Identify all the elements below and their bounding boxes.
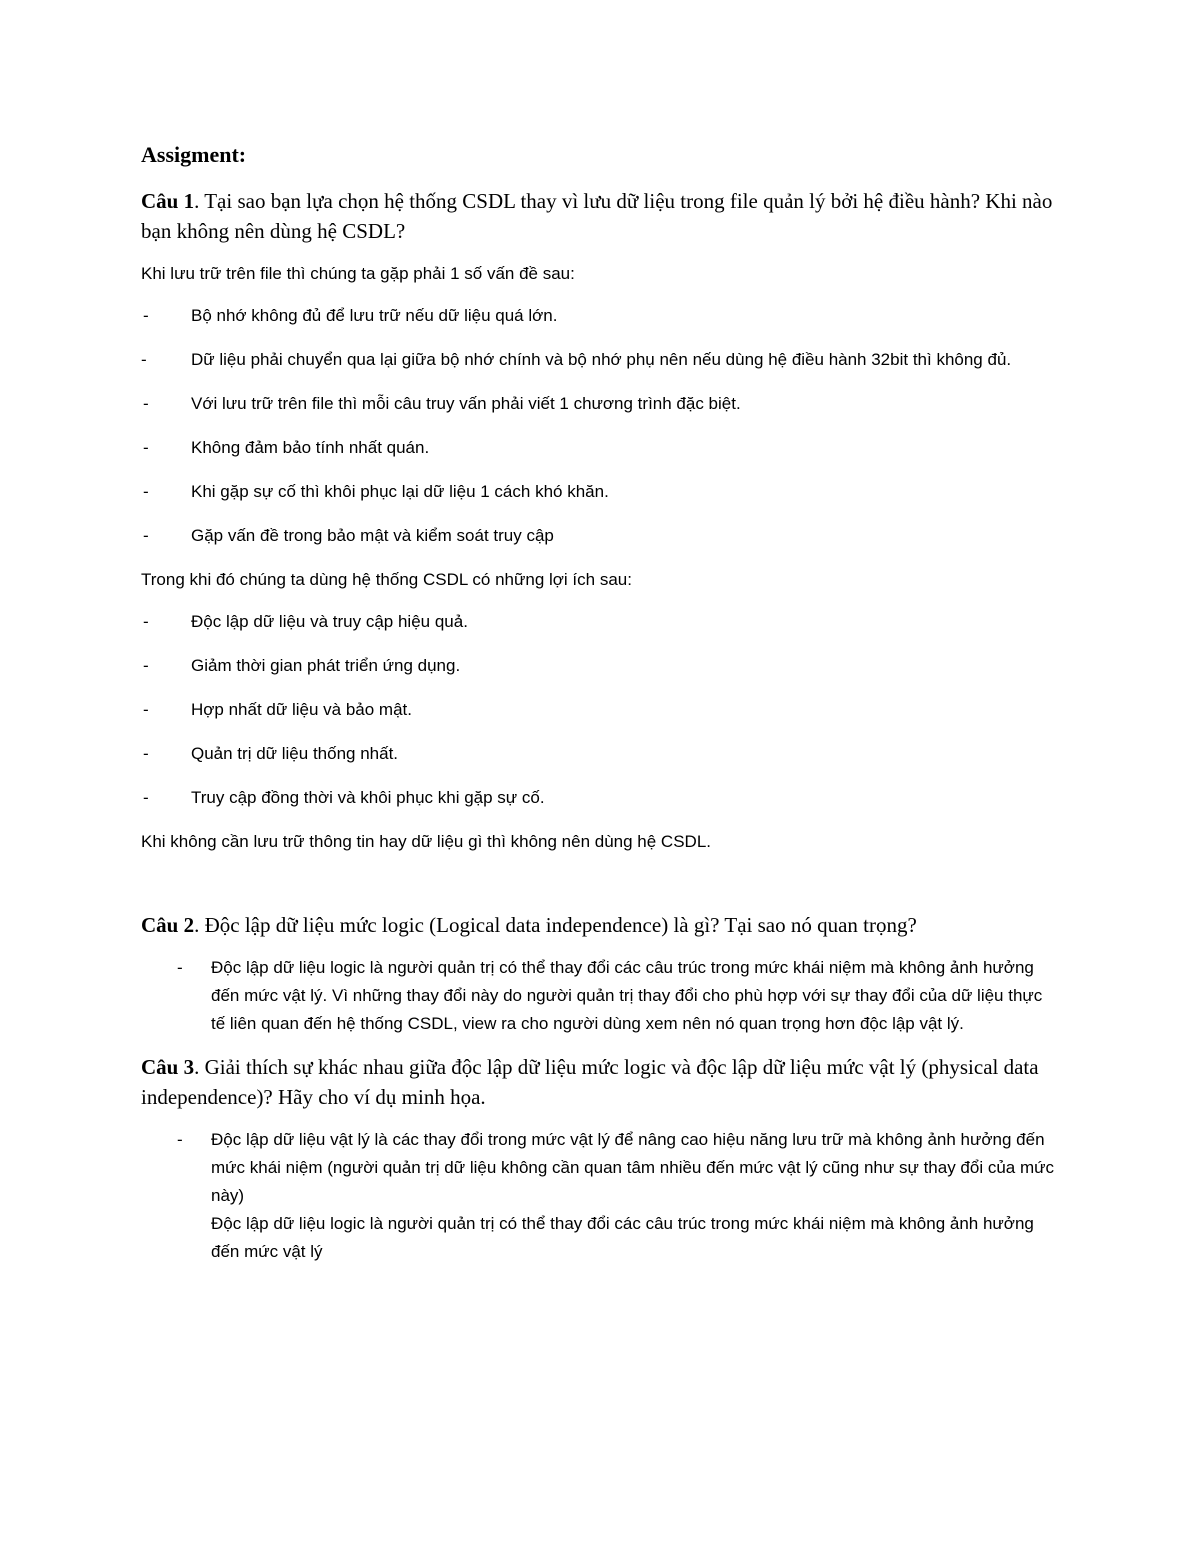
list-item: - Truy cập đồng thời và khôi phục khi gặp sự cố.	[141, 784, 1061, 812]
q1-benefit-list	[141, 608, 1061, 812]
dash-bullet: -	[177, 1130, 183, 1149]
dash-bullet: -	[143, 306, 149, 325]
document-title: Assigment:	[141, 142, 247, 167]
dash-bullet: -	[143, 788, 149, 807]
dash-bullet: -	[143, 744, 149, 763]
dash-bullet: -	[141, 350, 147, 369]
dash-bullet: -	[143, 394, 149, 413]
question-3-text: . Giải thích sự khác nhau giữa độc lập dữ liệu mức logic và độc lập dữ liệu mức vật lý (physical data independence)? Hãy cho ví dụ minh họa.	[141, 1055, 1039, 1109]
list-item: - Gặp vấn đề trong bảo mật và kiểm soát truy cập	[141, 522, 1061, 550]
question-3-label: Câu 3	[141, 1055, 195, 1079]
list-item: - Bộ nhớ không đủ để lưu trữ nếu dữ liệu quá lớn.	[141, 302, 1061, 330]
question-2	[141, 910, 1061, 940]
question-1-label: Câu 1	[141, 189, 195, 213]
document-page	[141, 140, 1061, 1280]
list-item: - Quản trị dữ liệu thống nhất.	[141, 740, 1061, 768]
question-3	[141, 1052, 1061, 1112]
q1-intro-problems: Khi lưu trữ trên file thì chúng ta gặp phải 1 số vấn đề sau:	[141, 264, 575, 283]
list-item: - Dữ liệu phải chuyển qua lại giữa bộ nhớ chính và bộ nhớ phụ nên nếu dùng hệ điều hành 32bit thì không đủ.	[141, 346, 1061, 374]
list-item: - Độc lập dữ liệu logic là người quản trị có thể thay đổi các câu trúc trong mức khái niệm mà không ảnh hưởng đến mức vật lý. Vì những thay đổi này do người quản trị thay đổi cho phù hợp với sự thay đổi của dữ liệu thực tế liên quan đến hệ thống CSDL, view ra cho người dùng xem nên nó quan trọng hơn độc lập vật lý.	[141, 954, 1061, 1038]
question-2-label: Câu 2	[141, 913, 195, 937]
q1-conclusion: Khi không cần lưu trữ thông tin hay dữ liệu gì thì không nên dùng hệ CSDL.	[141, 832, 712, 851]
list-item	[141, 1126, 1061, 1266]
q3-answer-logical: Độc lập dữ liệu logic là người quản trị có thể thay đổi các câu trúc trong mức khái niệm mà không ảnh hưởng đến mức vật lý	[211, 1214, 1034, 1261]
dash-bullet: -	[143, 612, 149, 631]
dash-bullet: -	[143, 656, 149, 675]
q1-intro-benefits: Trong khi đó chúng ta dùng hệ thống CSDL có những lợi ích sau:	[141, 570, 632, 589]
spacer	[141, 870, 1061, 910]
question-1	[141, 186, 1061, 246]
list-item: - Hợp nhất dữ liệu và bảo mật.	[141, 696, 1061, 724]
dash-bullet: -	[177, 958, 183, 977]
question-1-text: . Tại sao bạn lựa chọn hệ thống CSDL thay vì lưu dữ liệu trong file quản lý bởi hệ điều hành? Khi nào bạn không nên dùng hệ CSDL?	[141, 189, 1053, 243]
list-item: - Giảm thời gian phát triển ứng dụng.	[141, 652, 1061, 680]
dash-bullet: -	[143, 700, 149, 719]
dash-bullet: -	[143, 526, 149, 545]
list-item: - Với lưu trữ trên file thì mỗi câu truy vấn phải viết 1 chương trình đặc biệt.	[141, 390, 1061, 418]
q3-answer-physical: Độc lập dữ liệu vật lý là các thay đổi trong mức vật lý để nâng cao hiệu năng lưu trữ mà không ảnh hưởng đến mức khái niệm (người quản trị dữ liệu không cần quan tâm nhiều đến mức vật lý cũng như sự thay đổi của mức này)	[211, 1130, 1055, 1205]
q3-answer-list	[141, 1126, 1061, 1266]
list-item: - Độc lập dữ liệu và truy cập hiệu quả.	[141, 608, 1061, 636]
dash-bullet: -	[143, 438, 149, 457]
q2-answer-list	[141, 954, 1061, 1038]
question-2-text: . Độc lập dữ liệu mức logic (Logical data independence) là gì? Tại sao nó quan trọng?	[194, 913, 917, 937]
list-item: - Không đảm bảo tính nhất quán.	[141, 434, 1061, 462]
list-item: - Khi gặp sự cố thì khôi phục lại dữ liệu 1 cách khó khăn.	[141, 478, 1061, 506]
dash-bullet: -	[143, 482, 149, 501]
q1-problem-list	[141, 302, 1061, 550]
